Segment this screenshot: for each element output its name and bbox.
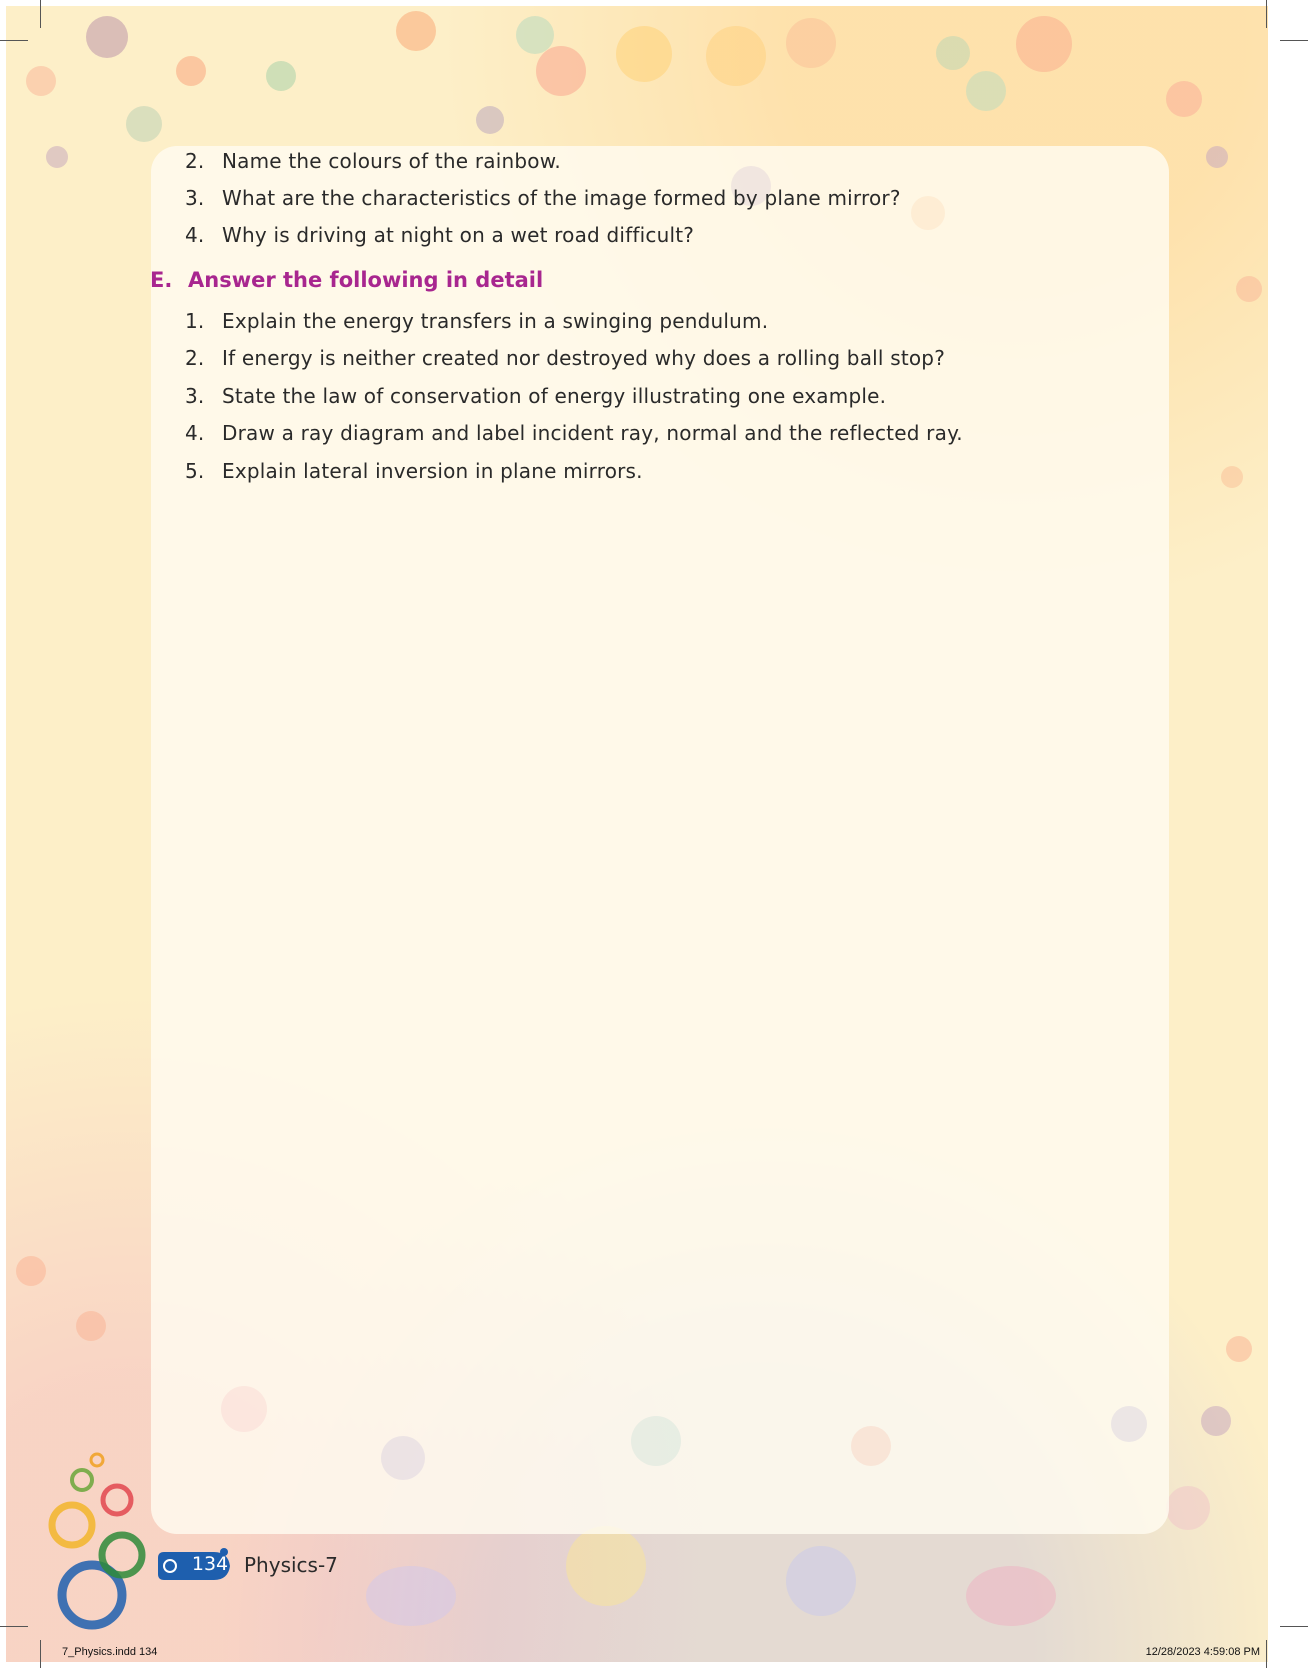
decorative-bubble — [221, 1386, 267, 1432]
decorative-bubble — [396, 11, 436, 51]
decorative-bubble — [786, 18, 836, 68]
decorative-bubble — [566, 1526, 646, 1606]
question-text: Explain lateral inversion in plane mirrors. — [222, 459, 643, 483]
question-text: What are the characteristics of the image formed by plane mirror? — [222, 186, 901, 210]
decorative-bubble — [381, 1436, 425, 1480]
print-slug-timestamp: 12/28/2023 4:59:08 PM — [1145, 1646, 1260, 1658]
decorative-bubble — [86, 16, 128, 58]
question-text: If energy is neither created nor destroyed why does a rolling ball stop? — [222, 346, 946, 370]
question-number: 4. — [185, 421, 205, 445]
decorative-bubble — [46, 146, 68, 168]
decorative-bubble — [476, 106, 504, 134]
question-item — [185, 421, 963, 445]
decorative-rings-icon — [42, 1440, 172, 1630]
page-background — [6, 6, 1268, 1662]
question-item — [185, 459, 643, 483]
decorative-bubble — [1226, 1336, 1252, 1362]
question-number: 4. — [185, 223, 205, 247]
decorative-bubble — [76, 1311, 106, 1341]
decorative-bubble — [1111, 1406, 1147, 1442]
section-title: Answer the following in detail — [188, 268, 544, 292]
question-text: Why is driving at night on a wet road difficult? — [222, 223, 695, 247]
crop-mark — [0, 40, 28, 41]
decorative-bubble — [616, 26, 672, 82]
section-letter: E. — [150, 268, 173, 292]
question-item — [185, 186, 901, 210]
question-number: 2. — [185, 149, 205, 173]
decorative-bubble — [536, 46, 586, 96]
crop-mark — [40, 0, 41, 28]
section-heading — [150, 268, 543, 292]
crop-mark — [40, 1640, 41, 1668]
question-text: Explain the energy transfers in a swinging pendulum. — [222, 309, 769, 333]
question-number: 3. — [185, 384, 205, 408]
decorative-bubble — [706, 26, 766, 86]
decorative-bubble — [1206, 146, 1228, 168]
decorative-bubble — [26, 66, 56, 96]
question-item — [185, 309, 768, 333]
crop-mark — [0, 1626, 28, 1627]
decorative-bubble — [1221, 466, 1243, 488]
decorative-bubble — [966, 71, 1006, 111]
crop-mark — [1266, 1640, 1267, 1668]
decorative-bubble — [126, 106, 162, 142]
book-title: Physics-7 — [244, 1553, 338, 1577]
decorative-bubble — [16, 1256, 46, 1286]
decorative-bubble — [936, 36, 970, 70]
crop-mark — [1266, 0, 1267, 28]
decorative-bubble — [911, 196, 945, 230]
decorative-bubble — [1236, 276, 1262, 302]
question-text: Name the colours of the rainbow. — [222, 149, 561, 173]
decorative-bubble — [1201, 1406, 1231, 1436]
crop-mark — [1280, 40, 1308, 41]
question-number: 3. — [185, 186, 205, 210]
print-slug-file: 7_Physics.indd 134 — [62, 1646, 158, 1658]
question-item — [185, 346, 945, 370]
crop-mark — [1280, 1626, 1308, 1627]
decorative-bubble — [266, 61, 296, 91]
question-text: Draw a ray diagram and label incident ray, normal and the reflected ray. — [222, 421, 963, 445]
decorative-bubble — [1016, 16, 1072, 72]
question-number: 1. — [185, 309, 205, 333]
question-number: 2. — [185, 346, 205, 370]
decorative-bubble — [966, 1566, 1056, 1626]
decorative-bubble — [631, 1416, 681, 1466]
decorative-bubble — [851, 1426, 891, 1466]
decorative-bubble — [786, 1546, 856, 1616]
decorative-bubble — [176, 56, 206, 86]
question-item — [185, 384, 886, 408]
decorative-bubble — [1166, 1486, 1210, 1530]
question-item — [185, 223, 694, 247]
decorative-bubble — [1166, 81, 1202, 117]
question-number: 5. — [185, 459, 205, 483]
question-item — [185, 149, 561, 173]
decorative-bubble — [366, 1566, 456, 1626]
question-text: State the law of conservation of energy illustrating one example. — [222, 384, 887, 408]
page-number: 134 — [191, 1553, 229, 1575]
